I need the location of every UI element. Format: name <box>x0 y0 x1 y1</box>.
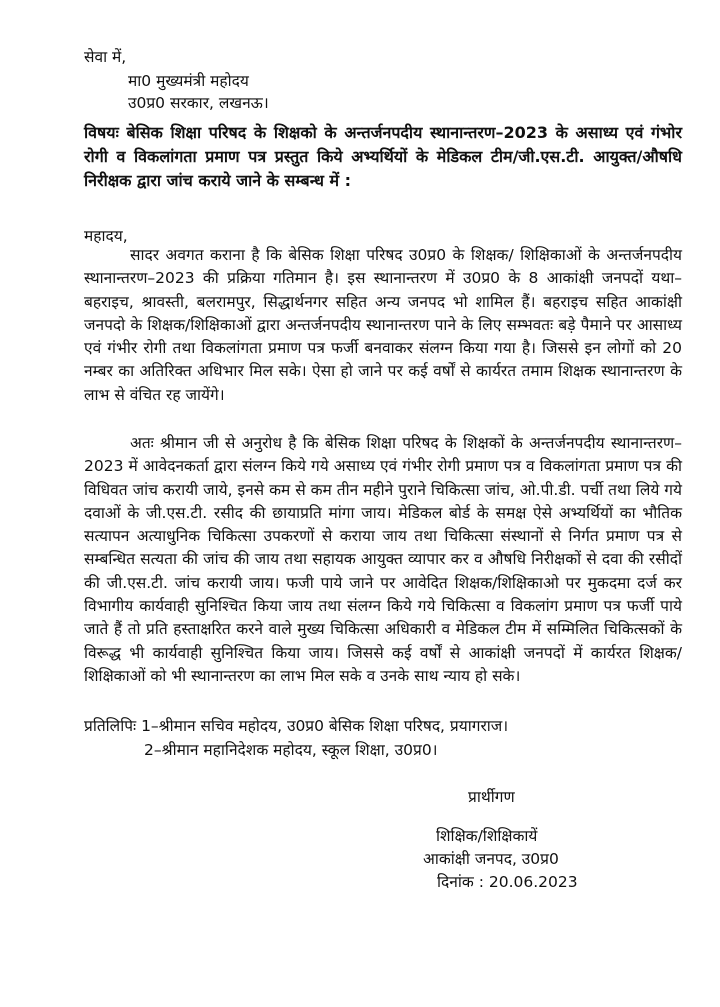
sender-line-1: शिक्षिक/शिक्षिकायें <box>436 827 538 845</box>
copy-line-2: 2–श्रीमान महानिदेशक महोदय, स्कूल शिक्षा, उ0प्र0। <box>144 741 438 759</box>
date-line: दिनांक : 20.06.2023 <box>437 873 578 891</box>
body-paragraph-1 <box>84 244 682 407</box>
applicants-label: प्रार्थीगण <box>468 788 515 806</box>
body-paragraph-1-text: सादर अवगत कराना है कि बेसिक शिक्षा परिषद उ0प्र0 के शिक्षक/ शिक्षिकाओं के अन्तर्जनपदीय स्थानान्तरण–2023 की प्रक्रिया गतिमान है। इस स्थानान्तरण में उ0प्र0 के 8 आकांक्षी जनपदों यथा–बहराइच, श्रावस्ती, बलरामपुर, सिद्धार्थनगर सहित अन्य जनपद भो शामिल हैं। बहराइच सहित आकांक्षी जनपदो के शिक्षक/शिक्षिकाओं द्वारा अन्तर्जनपदीय स्थानान्तरण पाने के लिए सम्भवतः बड़े पैमाने पर आसाध्य एवं गंभीर रोगी तथा विकलांगता प्रमाण पत्र फर्जी बनवाकर संलग्न किया गया है। जिससे इन लोगों को 20 नम्बर का अतिरिक्त अधिभार मिल सके। ऐसा हो जाने पर कई वर्षों से कार्यरत तमाम शिक्षक स्थानान्तरण के लाभ से वंचित रह जायेंगे। <box>84 246 682 404</box>
salutation: महादय, <box>84 227 128 245</box>
subject-heading: विषयः बेसिक शिक्षा परिषद के शिक्षको के अन्तर्जनपदीय स्थानान्तरण–2023 के असाध्य एवं गंभोर रोगी व विकलांगता प्रमाण पत्र प्रस्तुत किये अभ्यर्थियों के मेडिकल टीम/जी.एस.टी. आयुक्त/औषधि निरीक्षक द्वारा जांच कराये जाने के सम्बन्ध में : <box>84 123 682 191</box>
recipient-line-1: मा0 मुख्यमंत्री महोदय <box>128 72 249 90</box>
copy-line-1: प्रतिलिपिः 1–श्रीमान सचिव महोदय, उ0प्र0 बेसिक शिक्षा परिषद, प्रयागराज। <box>84 717 509 735</box>
body-paragraph-2-text: अतः श्रीमान जी से अनुरोध है कि बेसिक शिक्षा परिषद के शिक्षकों के अन्तर्जनपदीय स्थानान्तरण–2023 में आवेदनकर्ता द्वारा संलग्न किये गये असाध्य एवं गंभीर रोगी प्रमाण पत्र व विकलांगता प्रमाण पत्र की विधिवत जांच करायी जाये, इनसे कम से कम तीन महीने पुराने चिकित्सा जांच, ओ.पी.डी. पर्ची तथा लिये गये दवाओं के जी.एस.टी. रसीद की छायाप्रति मांगा जाय। मेडिकल बोर्ड के समक्ष ऐसे अभ्यर्थियों का भौतिक सत्यापन अत्याधुनिक चिकित्सा उपकरणों से कराया जाय तथा चिकित्सा संस्थानों से निर्गत प्रमाण पत्र से सम्बन्धित सत्यता की जांच की जाय तथा सहायक आयुक्त व्यापार कर व औषधि निरीक्षकों से दवा की रसीदों की जी.एस.टी. जांच करायी जाय। फजी पाये जाने पर आवेदित शिक्षक/शिक्षिकाओ पर मुकदमा दर्ज कर विभागीय कार्यवाही सुनिश्चित किया जाय तथा संलग्न किये गये चिकित्सा व विकलांग प्रमाण पत्र फर्जी पाये जाते हैं तो प्रति हस्ताक्षरित करने वाले मुख्य चिकित्सा अधिकारी व मेडिकल टीम में सम्मिलित चिकित्सकों के विरूद्ध भी कार्यवाही सुनिश्चित किया जाय। जिससे कई वर्षों से आकांक्षी जनपदों में कार्यरत शिक्षक/शिक्षिकाओं को भी स्थानान्तरण का लाभ मिल सके व उनके साथ न्याय हो सके। <box>84 434 682 685</box>
body-paragraph-2 <box>84 432 682 688</box>
recipient-line-2: उ0प्र0 सरकार, लखनऊ। <box>128 94 269 112</box>
sender-line-2: आकांक्षी जनपद, उ0प्र0 <box>423 850 559 868</box>
to-label: सेवा में, <box>84 48 127 66</box>
